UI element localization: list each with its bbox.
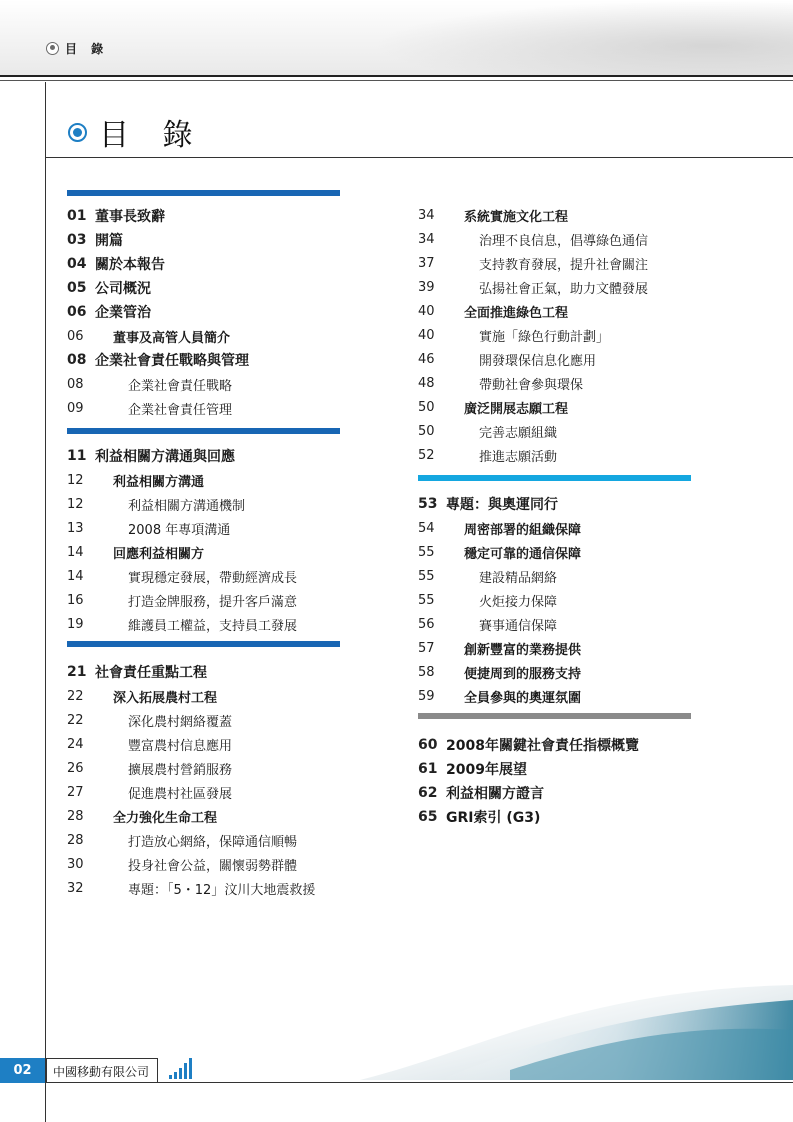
toc-page-number: 08 [67, 352, 87, 368]
footer-rule [46, 1082, 793, 1083]
toc-entry-label: 帶動社會參與環保 [479, 377, 584, 393]
toc-page-number: 62 [418, 785, 438, 801]
toc-entry[interactable] [67, 302, 151, 322]
toc-page-number: 12 [67, 496, 84, 512]
toc-entry-label: 促進農村社區發展 [128, 786, 233, 802]
toc-entry[interactable] [418, 494, 558, 514]
toc-entry[interactable] [67, 542, 204, 562]
page-title [68, 110, 205, 154]
toc-entry[interactable] [418, 325, 609, 345]
toc-entry[interactable] [418, 445, 557, 465]
bullet-circle-icon [46, 42, 59, 55]
title-bullet-icon [68, 123, 87, 142]
toc-entry[interactable] [67, 278, 151, 298]
toc-page-number: 24 [67, 736, 84, 752]
toc-entry-label: 維護員工權益，支持員工發展 [128, 618, 298, 634]
toc-entry-label: 廣泛開展志願工程 [464, 401, 569, 417]
toc-entry[interactable] [67, 806, 217, 826]
toc-page-number: 55 [418, 568, 435, 584]
toc-page-number: 57 [418, 640, 435, 656]
toc-page-number: 05 [67, 280, 87, 296]
toc-entry-label: 利益相關方溝通 [113, 474, 205, 490]
toc-entry[interactable] [418, 735, 639, 755]
toc-entry-label: 企業社會責任管理 [128, 402, 233, 418]
toc-entry[interactable] [67, 662, 207, 682]
toc-entry-label: 利益相關方證言 [446, 786, 544, 802]
toc-page-number: 14 [67, 544, 84, 560]
toc-entry-label: 支持教育發展，提升社會關注 [479, 257, 649, 273]
header-rule-thin [0, 80, 793, 81]
page-title-text: 目 錄 [99, 118, 205, 153]
toc-entry-label: 推進志願活動 [479, 449, 558, 465]
toc-entry[interactable] [67, 326, 230, 346]
toc-entry-label: 利益相關方溝通機制 [128, 498, 246, 514]
toc-entry-label: 治理不良信息，倡導綠色通信 [479, 233, 649, 249]
toc-entry-label: 董事及高管人員簡介 [113, 330, 231, 346]
toc-entry[interactable] [67, 206, 165, 226]
toc-entry[interactable] [67, 830, 297, 850]
toc-entry-label: 開發環保信息化應用 [479, 353, 597, 369]
toc-entry-label: 賽事通信保障 [479, 618, 558, 634]
toc-page-number: 50 [418, 423, 435, 439]
toc-page-number: 28 [67, 808, 84, 824]
running-header [46, 39, 108, 57]
toc-entry-label: 創新豐富的業務提供 [464, 642, 582, 658]
toc-entry[interactable] [67, 566, 297, 586]
toc-page-number: 60 [418, 737, 438, 753]
toc-page-number: 59 [418, 688, 435, 704]
running-header-label: 目 錄 [65, 41, 109, 56]
toc-entry-label: GRI索引 (G3) [446, 810, 541, 826]
toc-page-number: 13 [67, 520, 84, 536]
header-decoration [373, 0, 793, 76]
toc-page-number: 65 [418, 809, 438, 825]
toc-entry-label: 公司概況 [95, 281, 151, 297]
toc-entry-label: 穩定可靠的通信保障 [464, 546, 582, 562]
toc-entry-label: 豐富農村信息應用 [128, 738, 233, 754]
toc-page-number: 54 [418, 520, 435, 536]
toc-entry[interactable] [418, 421, 557, 441]
toc-entry[interactable] [418, 349, 596, 369]
toc-entry-label: 2008年關鍵社會責任指標概覽 [446, 738, 639, 754]
wave-decoration [360, 930, 793, 1080]
toc-entry-label: 深化農村網絡覆蓋 [128, 714, 233, 730]
toc-entry[interactable] [67, 254, 165, 274]
toc-page-number: 40 [418, 327, 435, 343]
toc-entry-label: 專題：與奧運同行 [446, 497, 558, 513]
toc-page-number: 08 [67, 376, 84, 392]
toc-page-number: 39 [418, 279, 435, 295]
toc-entry-label: 系統實施文化工程 [464, 209, 569, 225]
toc-page-number: 04 [67, 256, 87, 272]
toc-page-number: 27 [67, 784, 84, 800]
toc-page-number: 12 [67, 472, 84, 488]
signal-bars-icon [168, 1058, 194, 1080]
toc-entry-label: 擴展農村營銷服務 [128, 762, 233, 778]
toc-entry-label: 關於本報告 [95, 257, 165, 273]
toc-page-number: 46 [418, 351, 435, 367]
toc-entry[interactable] [67, 710, 232, 730]
toc-entry-label: 投身社會公益，關懷弱勢群體 [128, 858, 298, 874]
toc-entry-label: 深入拓展農村工程 [113, 690, 218, 706]
toc-entry-label: 企業社會責任戰略與管理 [95, 353, 249, 369]
toc-entry-label: 全面推進綠色工程 [464, 305, 569, 321]
toc-page-number: 37 [418, 255, 435, 271]
toc-page-number: 48 [418, 375, 435, 391]
toc-entry[interactable] [67, 470, 204, 490]
toc-entry[interactable] [67, 758, 232, 778]
title-rule [46, 157, 793, 158]
toc-page-number: 06 [67, 328, 84, 344]
toc-entry[interactable] [418, 662, 581, 682]
header-rule-thick [0, 75, 793, 77]
toc-entry[interactable] [418, 518, 581, 538]
toc-page-number: 58 [418, 664, 435, 680]
margin-rule [45, 82, 46, 1122]
toc-page-number: 14 [67, 568, 84, 584]
toc-entry[interactable] [418, 807, 540, 827]
toc-entry[interactable] [418, 686, 581, 706]
toc-page-number: 22 [67, 688, 84, 704]
toc-entry[interactable] [67, 878, 315, 898]
toc-entry[interactable] [67, 590, 297, 610]
section-bar [67, 428, 340, 434]
toc-entry[interactable] [418, 253, 648, 273]
toc-page-number: 50 [418, 399, 435, 415]
toc-entry-label: 打造放心網絡，保障通信順暢 [128, 834, 298, 850]
toc-entry[interactable] [418, 638, 581, 658]
toc-entry[interactable] [67, 686, 217, 706]
toc-entry[interactable] [67, 446, 235, 466]
toc-entry-label: 打造金牌服務，提升客戶滿意 [128, 594, 298, 610]
toc-page-number: 34 [418, 231, 435, 247]
toc-entry-label: 實現穩定發展，帶動經濟成長 [128, 570, 298, 586]
toc-entry-label: 社會責任重點工程 [95, 665, 207, 681]
toc-page-number: 11 [67, 448, 87, 464]
toc-entry[interactable] [418, 373, 583, 393]
toc-entry[interactable] [418, 783, 544, 803]
toc-entry-label: 火炬接力保障 [479, 594, 558, 610]
toc-page-number: 22 [67, 712, 84, 728]
toc-entry-label: 回應利益相關方 [113, 546, 205, 562]
toc-page-number: 32 [67, 880, 84, 896]
page-number: 02 [0, 1058, 45, 1083]
toc-entry[interactable] [418, 397, 568, 417]
section-bar [67, 190, 340, 196]
toc-entry[interactable] [67, 518, 230, 538]
toc-entry[interactable] [418, 759, 527, 779]
toc-page-number: 55 [418, 592, 435, 608]
toc-entry-label: 完善志願組織 [479, 425, 558, 441]
company-name: 中國移動有限公司 [46, 1058, 158, 1083]
toc-entry-label: 2008 年專項溝通 [128, 522, 231, 538]
toc-entry[interactable] [418, 614, 557, 634]
toc-page-number: 19 [67, 616, 84, 632]
toc-page-number: 16 [67, 592, 84, 608]
toc-entry[interactable] [418, 542, 581, 562]
toc-entry[interactable] [67, 854, 297, 874]
toc-entry-label: 專題：「5・12」汶川大地震救援 [128, 882, 316, 898]
toc-page-number: 21 [67, 664, 87, 680]
toc-entry-label: 全員參與的奧運氛圍 [464, 690, 582, 706]
toc-entry[interactable] [418, 566, 557, 586]
toc-page-number: 34 [418, 207, 435, 223]
toc-page-number: 30 [67, 856, 84, 872]
toc-entry-label: 便捷周到的服務支持 [464, 666, 582, 682]
toc-page-number: 03 [67, 232, 87, 248]
toc-entry[interactable] [67, 614, 297, 634]
toc-entry[interactable] [418, 205, 568, 225]
toc-entry-label: 利益相關方溝通與回應 [95, 449, 235, 465]
toc-entry-label: 建設精品網絡 [479, 570, 558, 586]
toc-entry[interactable] [67, 230, 123, 250]
toc-entry-label: 實施「綠色行動計劃」 [479, 329, 610, 345]
toc-page-number: 53 [418, 496, 438, 512]
toc-page-number: 61 [418, 761, 438, 777]
toc-entry-label: 董事長致辭 [95, 209, 165, 225]
toc-entry[interactable] [67, 494, 245, 514]
section-bar [418, 713, 691, 719]
section-bar [67, 641, 340, 647]
toc-entry-label: 弘揚社會正氣，助力文體發展 [479, 281, 649, 297]
section-bar [418, 475, 691, 481]
toc-entry[interactable] [67, 374, 232, 394]
toc-page-number: 06 [67, 304, 87, 320]
toc-page-number: 52 [418, 447, 435, 463]
toc-entry[interactable] [418, 229, 648, 249]
toc-page-number: 40 [418, 303, 435, 319]
toc-entry-label: 企業社會責任戰略 [128, 378, 233, 394]
toc-page-number: 09 [67, 400, 84, 416]
toc-entry[interactable] [418, 301, 568, 321]
toc-page-number: 56 [418, 616, 435, 632]
toc-entry-label: 開篇 [95, 233, 123, 249]
toc-page-number: 55 [418, 544, 435, 560]
toc-entry-label: 全力強化生命工程 [113, 810, 218, 826]
toc-entry-label: 企業管治 [95, 305, 151, 321]
toc-entry-label: 周密部署的組織保障 [464, 522, 582, 538]
toc-entry[interactable] [418, 590, 557, 610]
toc-entry[interactable] [67, 350, 249, 370]
toc-page-number: 26 [67, 760, 84, 776]
toc-entry[interactable] [67, 734, 232, 754]
toc-entry[interactable] [67, 398, 232, 418]
toc-entry-label: 2009年展望 [446, 762, 527, 778]
toc-page-number: 28 [67, 832, 84, 848]
toc-page-number: 01 [67, 208, 87, 224]
toc-entry[interactable] [67, 782, 232, 802]
toc-entry[interactable] [418, 277, 648, 297]
